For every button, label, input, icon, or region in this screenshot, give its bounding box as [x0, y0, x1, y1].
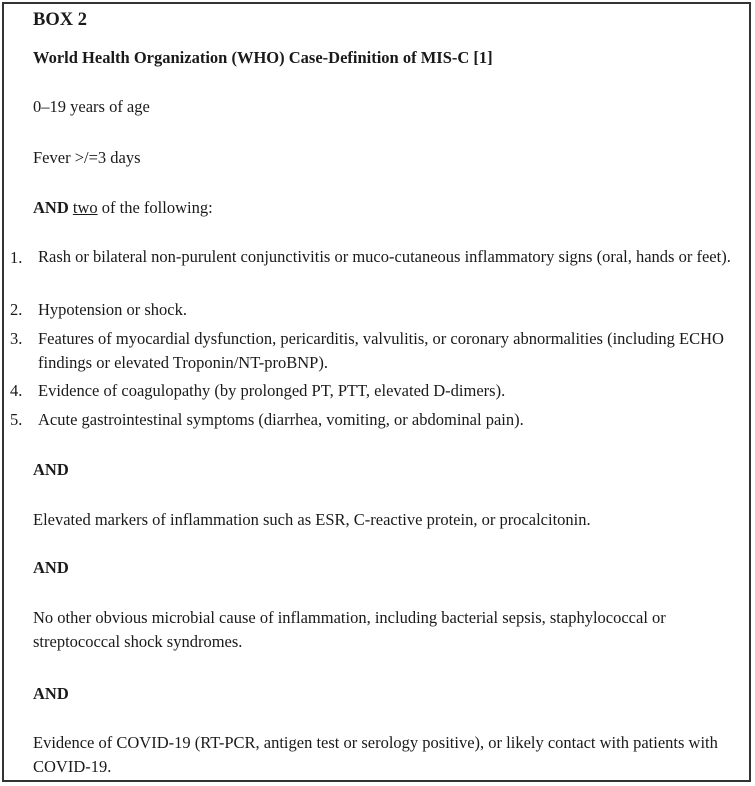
box-label: BOX 2 [33, 10, 87, 30]
list-number: 1. [10, 248, 23, 267]
list-item: Hypotension or shock. [38, 300, 187, 319]
list-item: Acute gastrointestinal symptoms (diarrhea, vomiting, or abdominal pain). [38, 410, 524, 429]
criterion-fever: Fever >/=3 days [33, 148, 141, 167]
list-item: Rash or bilateral non-purulent conjunctivitis or muco-cutaneous inflammatory signs (oral, hands or feet). [38, 247, 731, 266]
and-two-of-following [33, 197, 213, 219]
criterion-age: 0–19 years of age [33, 97, 150, 116]
two-label: two [72, 198, 98, 217]
list-item: Features of myocardial dysfunction, pericarditis, valvulitis, or coronary abnormalities (including ECHO findings or elevated Troponin/NT-proBNP). [38, 329, 724, 372]
list-number: 3. [10, 329, 23, 348]
box-heading: World Health Organization (WHO) Case-Definition of MIS-C [1] [33, 48, 493, 67]
list-number: 4. [10, 381, 23, 400]
list-number: 5. [10, 410, 23, 429]
and-separator: AND [33, 558, 69, 577]
criterion-covid-evidence: Evidence of COVID-19 (RT-PCR, antigen test or serology positive), or likely contact with patients with COVID-19. [33, 733, 718, 776]
and-separator: AND [33, 460, 69, 479]
criterion-inflammation-markers: Elevated markers of inflammation such as ESR, C-reactive protein, or procalcitonin. [33, 510, 591, 529]
list-number: 2. [10, 300, 23, 319]
and-label: AND [33, 198, 69, 217]
and-separator: AND [33, 684, 69, 703]
criterion-no-other-cause: No other obvious microbial cause of inflammation, including bacterial sepsis, staphylococcal or streptococcal shock syndromes. [33, 608, 666, 651]
list-item: Evidence of coagulopathy (by prolonged PT, PTT, elevated D-dimers). [38, 381, 506, 400]
of-following-label: of the following: [97, 198, 213, 217]
